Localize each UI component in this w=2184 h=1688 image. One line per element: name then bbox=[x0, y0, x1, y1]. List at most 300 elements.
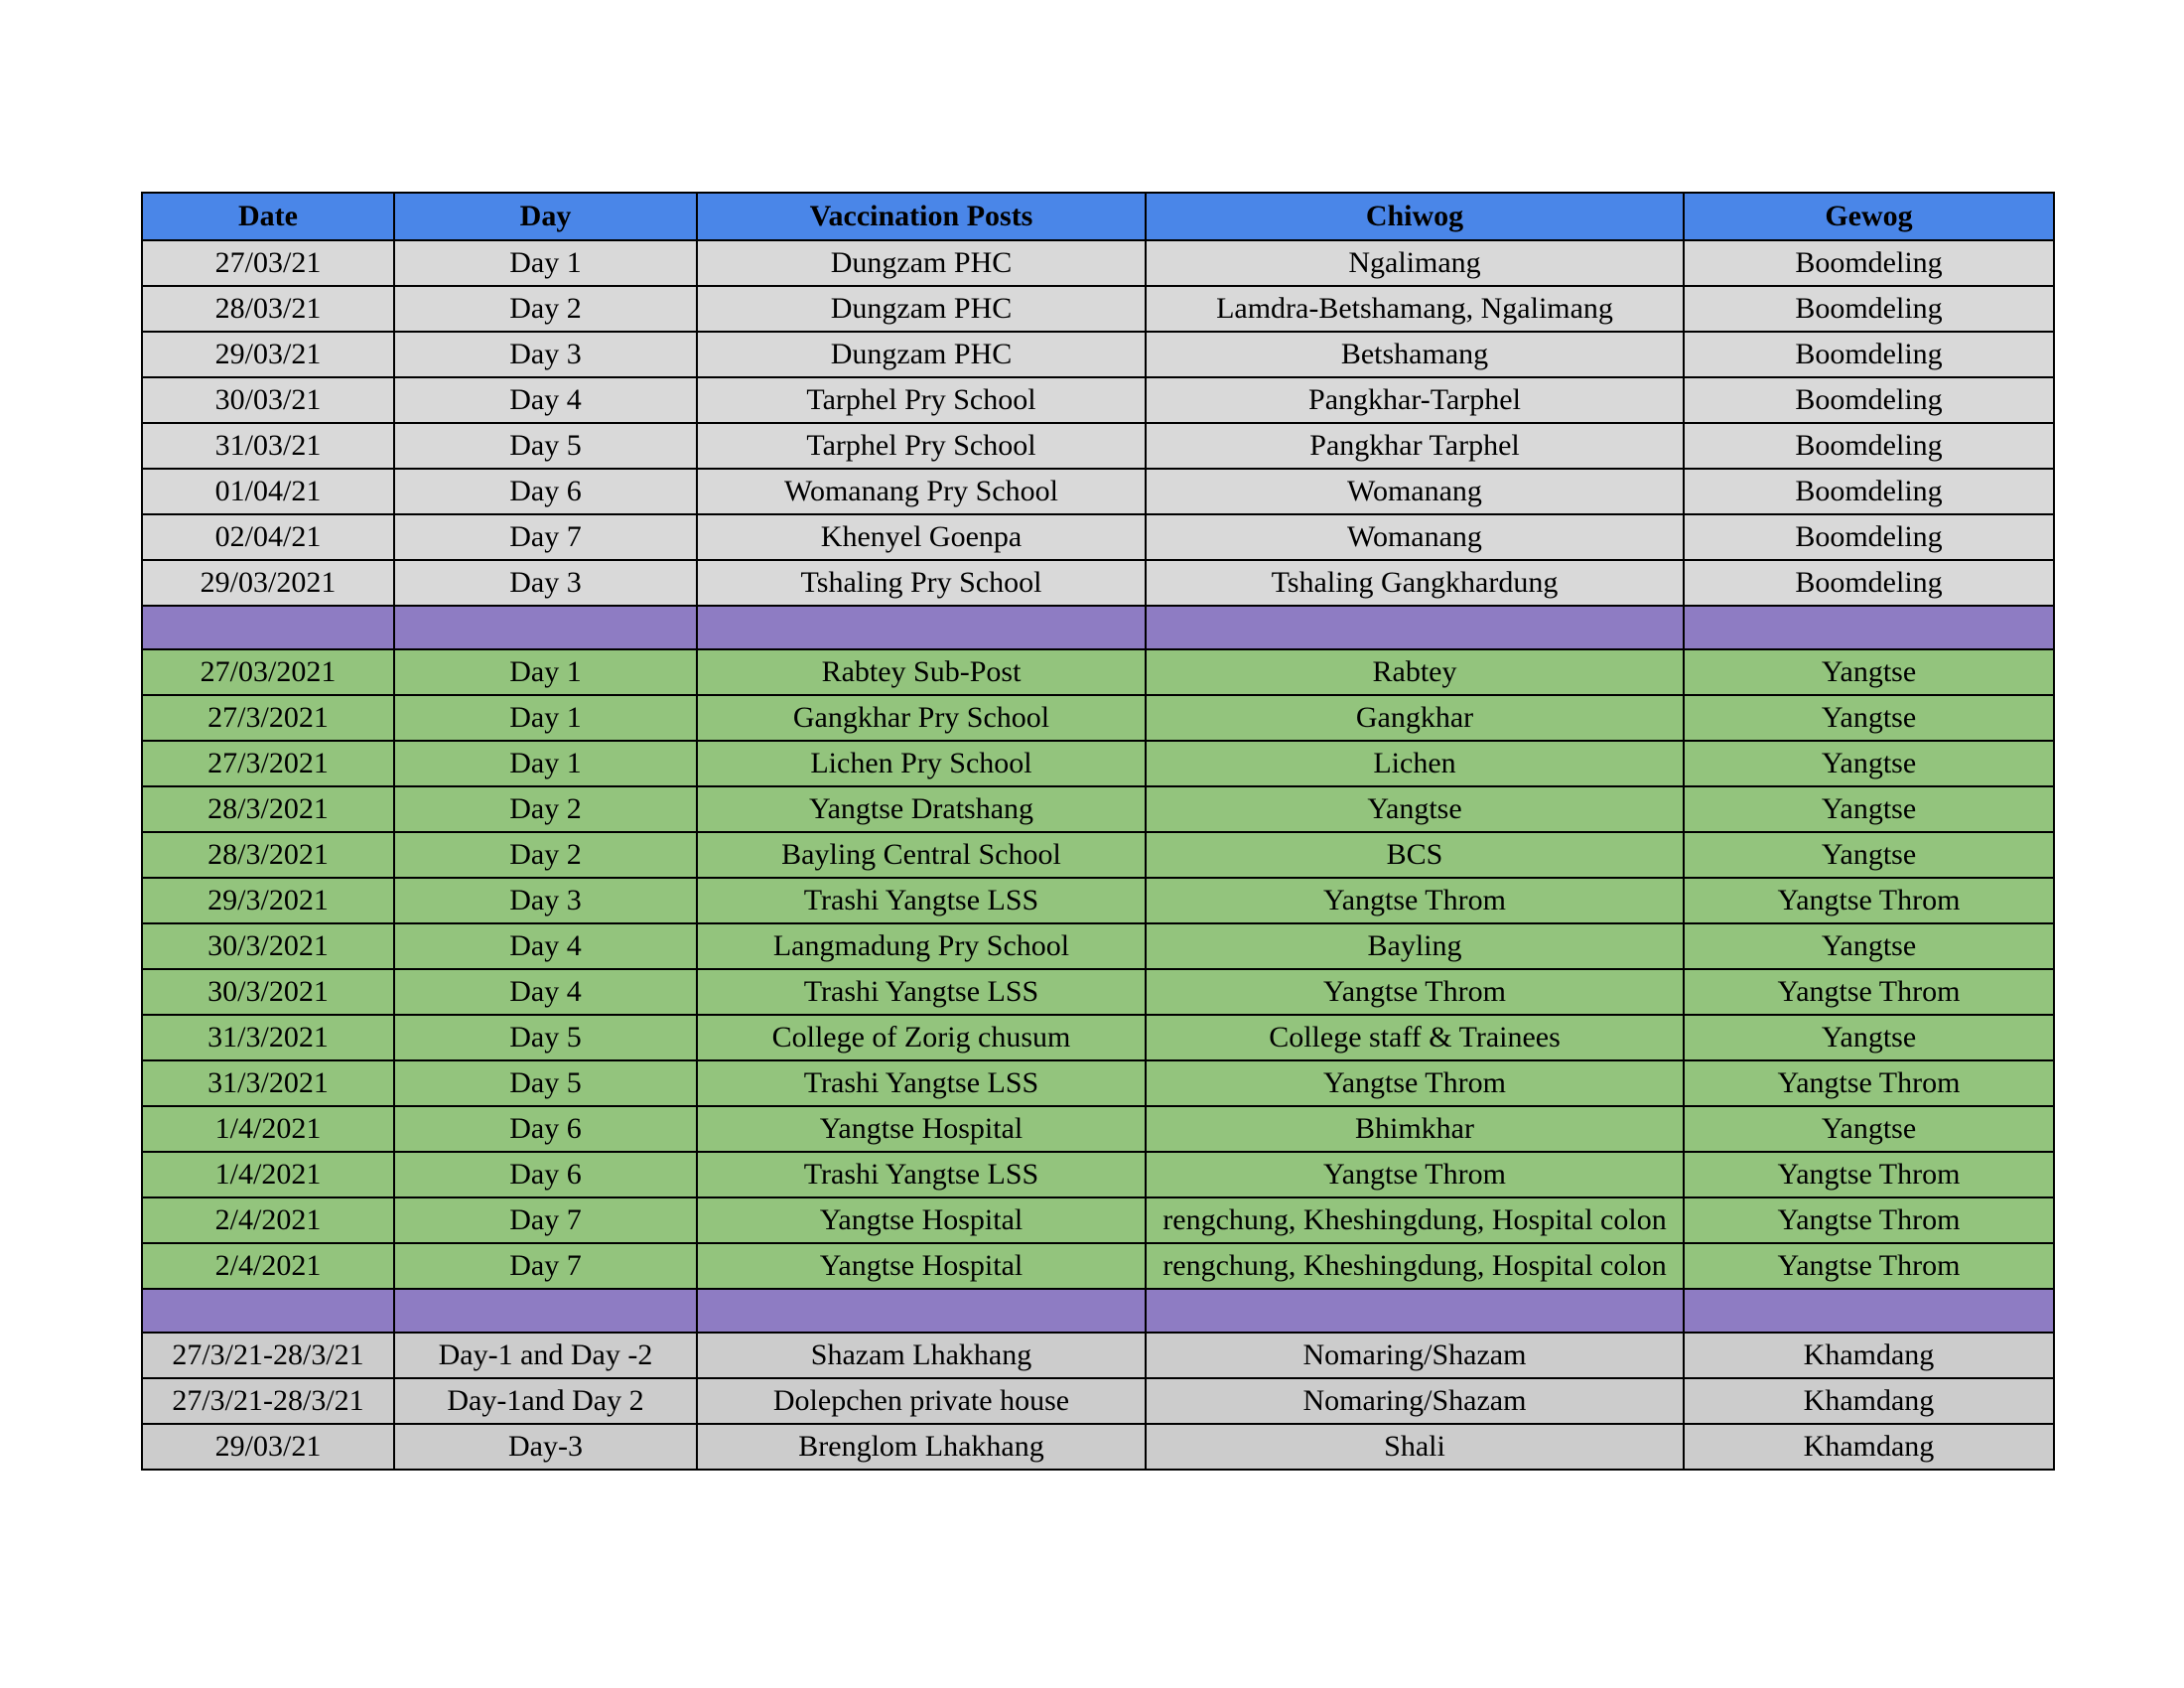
cell-text-wrapper bbox=[143, 287, 393, 331]
cell-text: Day 4 bbox=[509, 975, 582, 1008]
cell-gewog bbox=[1684, 1333, 2054, 1378]
cell-date bbox=[142, 1424, 394, 1470]
cell-text-wrapper bbox=[698, 1425, 1145, 1469]
cell-text: 28/3/2021 bbox=[207, 838, 329, 871]
cell-text: 2/4/2021 bbox=[214, 1203, 322, 1236]
cell-text: Lichen bbox=[1373, 747, 1456, 779]
cell-text-wrapper bbox=[1685, 696, 2053, 740]
cell-text: Yangtse Throm bbox=[1777, 975, 1961, 1008]
cell-text: Tshaling Pry School bbox=[800, 566, 1042, 599]
cell-chiwog bbox=[1146, 1060, 1684, 1106]
cell-text-wrapper bbox=[395, 378, 696, 422]
cell-text-wrapper bbox=[1685, 1425, 2053, 1469]
cell-gewog bbox=[1684, 1378, 2054, 1424]
cell-text-wrapper bbox=[1147, 742, 1683, 785]
cell-vaccination-post bbox=[697, 469, 1146, 514]
cell-text-wrapper bbox=[1147, 924, 1683, 968]
table-row bbox=[142, 1060, 2054, 1106]
cell-vaccination-post bbox=[697, 1152, 1146, 1197]
table-body bbox=[142, 240, 2054, 1470]
separator-cell bbox=[394, 606, 697, 649]
cell-text: Day-1and Day 2 bbox=[447, 1384, 644, 1417]
cell-text: Day 7 bbox=[509, 1249, 582, 1282]
cell-text-wrapper bbox=[1147, 424, 1683, 468]
cell-gewog bbox=[1684, 741, 2054, 786]
cell-vaccination-post bbox=[697, 286, 1146, 332]
cell-text: Boomdeling bbox=[1795, 520, 1943, 553]
cell-text-wrapper bbox=[1147, 1244, 1683, 1288]
separator-cell bbox=[697, 1289, 1146, 1333]
cell-chiwog bbox=[1146, 423, 1684, 469]
cell-text: 27/03/2021 bbox=[200, 655, 337, 688]
cell-text: Yangtse Throm bbox=[1777, 1249, 1961, 1282]
cell-text: Yangtse bbox=[1367, 792, 1462, 825]
cell-text-wrapper bbox=[698, 1107, 1145, 1151]
cell-day bbox=[394, 1378, 697, 1424]
cell-vaccination-post bbox=[697, 741, 1146, 786]
cell-vaccination-post bbox=[697, 423, 1146, 469]
cell-text-wrapper bbox=[1147, 515, 1683, 559]
cell-text: Yangtse Throm bbox=[1777, 1203, 1961, 1236]
cell-text-wrapper bbox=[1685, 1153, 2053, 1196]
cell-text: 27/3/21-28/3/21 bbox=[172, 1338, 364, 1371]
cell-text-wrapper bbox=[1685, 742, 2053, 785]
cell-day bbox=[394, 332, 697, 377]
cell-text: Pangkhar-Tarphel bbox=[1308, 383, 1521, 416]
cell-text-wrapper bbox=[698, 924, 1145, 968]
cell-date bbox=[142, 1152, 394, 1197]
cell-text: Nomaring/Shazam bbox=[1302, 1384, 1527, 1417]
cell-text-wrapper bbox=[698, 787, 1145, 831]
cell-text-wrapper bbox=[143, 424, 393, 468]
table-row bbox=[142, 286, 2054, 332]
cell-text-wrapper bbox=[143, 470, 393, 513]
cell-text-wrapper bbox=[1685, 970, 2053, 1014]
cell-text: Yangtse Throm bbox=[1323, 1066, 1506, 1099]
cell-text: Day 1 bbox=[509, 701, 582, 734]
cell-text: Trashi Yangtse LSS bbox=[803, 1066, 1039, 1099]
cell-text-wrapper bbox=[395, 1016, 696, 1059]
cell-text: Dolepchen private house bbox=[772, 1384, 1070, 1417]
cell-text-wrapper bbox=[1147, 1107, 1683, 1151]
cell-gewog bbox=[1684, 1197, 2054, 1243]
cell-text-wrapper bbox=[395, 424, 696, 468]
cell-text-wrapper bbox=[1147, 378, 1683, 422]
table-row bbox=[142, 969, 2054, 1015]
separator-cell bbox=[1684, 606, 2054, 649]
cell-vaccination-post bbox=[697, 923, 1146, 969]
table-row bbox=[142, 1333, 2054, 1378]
cell-text: Yangtse Hospital bbox=[819, 1112, 1024, 1145]
cell-text-wrapper bbox=[1147, 470, 1683, 513]
cell-text: Yangtse bbox=[1821, 747, 1917, 779]
cell-text: Yangtse Hospital bbox=[819, 1203, 1024, 1236]
cell-text: Day 7 bbox=[509, 1203, 582, 1236]
cell-text: rengchung, Kheshingdung, Hospital colon bbox=[1162, 1203, 1667, 1236]
cell-text-wrapper bbox=[698, 1153, 1145, 1196]
cell-text: Dungzam PHC bbox=[830, 292, 1013, 325]
cell-text-wrapper bbox=[1685, 1016, 2053, 1059]
cell-text: 30/3/2021 bbox=[207, 929, 329, 962]
cell-text: 1/4/2021 bbox=[214, 1158, 322, 1191]
cell-text: Yangtse Throm bbox=[1323, 1158, 1506, 1191]
cell-chiwog bbox=[1146, 649, 1684, 695]
cell-text-wrapper bbox=[1685, 1244, 2053, 1288]
separator-cell bbox=[394, 1289, 697, 1333]
cell-date bbox=[142, 469, 394, 514]
cell-text: 1/4/2021 bbox=[214, 1112, 322, 1145]
cell-chiwog bbox=[1146, 286, 1684, 332]
cell-vaccination-post bbox=[697, 969, 1146, 1015]
cell-text-wrapper bbox=[1147, 1061, 1683, 1105]
header-day: Day bbox=[394, 193, 697, 240]
cell-text-wrapper bbox=[1147, 879, 1683, 922]
cell-date bbox=[142, 1106, 394, 1152]
cell-gewog bbox=[1684, 969, 2054, 1015]
cell-text: Tshaling Gangkhardung bbox=[1271, 566, 1559, 599]
cell-gewog bbox=[1684, 469, 2054, 514]
cell-text-wrapper bbox=[1685, 833, 2053, 877]
cell-gewog bbox=[1684, 923, 2054, 969]
cell-day bbox=[394, 878, 697, 923]
cell-gewog bbox=[1684, 1243, 2054, 1289]
cell-vaccination-post bbox=[697, 514, 1146, 560]
cell-chiwog bbox=[1146, 1378, 1684, 1424]
cell-text-wrapper bbox=[143, 515, 393, 559]
cell-text: Boomdeling bbox=[1795, 429, 1943, 462]
cell-text: Day 1 bbox=[509, 747, 582, 779]
cell-text-wrapper bbox=[143, 650, 393, 694]
cell-text: College of Zorig chusum bbox=[771, 1021, 1071, 1054]
cell-text-wrapper bbox=[1147, 1016, 1683, 1059]
cell-text-wrapper bbox=[1147, 650, 1683, 694]
cell-text-wrapper bbox=[1685, 287, 2053, 331]
cell-vaccination-post bbox=[697, 1106, 1146, 1152]
cell-date bbox=[142, 923, 394, 969]
cell-text-wrapper bbox=[698, 515, 1145, 559]
cell-chiwog bbox=[1146, 1424, 1684, 1470]
cell-chiwog bbox=[1146, 786, 1684, 832]
cell-text: Lichen Pry School bbox=[810, 747, 1032, 779]
vaccination-schedule-table bbox=[141, 192, 2055, 1471]
cell-text: Yangtse bbox=[1821, 701, 1917, 734]
table-row bbox=[142, 514, 2054, 560]
cell-text-wrapper bbox=[143, 1016, 393, 1059]
cell-day bbox=[394, 1197, 697, 1243]
cell-text-wrapper bbox=[143, 1244, 393, 1288]
cell-text: BCS bbox=[1386, 838, 1443, 871]
cell-date bbox=[142, 832, 394, 878]
cell-text-wrapper bbox=[698, 1379, 1145, 1423]
cell-text: Khenyel Goenpa bbox=[820, 520, 1023, 553]
cell-text-wrapper bbox=[143, 742, 393, 785]
cell-vaccination-post bbox=[697, 560, 1146, 606]
cell-text: Yangtse Throm bbox=[1777, 1158, 1961, 1191]
cell-vaccination-post bbox=[697, 786, 1146, 832]
cell-day bbox=[394, 377, 697, 423]
cell-text-wrapper bbox=[395, 287, 696, 331]
cell-text-wrapper bbox=[395, 970, 696, 1014]
cell-gewog bbox=[1684, 1015, 2054, 1060]
cell-text-wrapper bbox=[395, 515, 696, 559]
cell-chiwog bbox=[1146, 1106, 1684, 1152]
cell-chiwog bbox=[1146, 240, 1684, 286]
cell-text: 27/3/21-28/3/21 bbox=[172, 1384, 364, 1417]
cell-text-wrapper bbox=[1685, 470, 2053, 513]
cell-text-wrapper bbox=[1685, 1379, 2053, 1423]
cell-text: Day 4 bbox=[509, 929, 582, 962]
cell-date bbox=[142, 1333, 394, 1378]
header-date: Date bbox=[142, 193, 394, 240]
cell-gewog bbox=[1684, 649, 2054, 695]
cell-text-wrapper bbox=[143, 833, 393, 877]
cell-text: Pangkhar Tarphel bbox=[1309, 429, 1520, 462]
cell-text-wrapper bbox=[1147, 1153, 1683, 1196]
cell-text-wrapper bbox=[1147, 787, 1683, 831]
cell-day bbox=[394, 1424, 697, 1470]
cell-text: Day 3 bbox=[509, 566, 582, 599]
cell-chiwog bbox=[1146, 377, 1684, 423]
cell-text: Yangtse bbox=[1821, 792, 1917, 825]
cell-day bbox=[394, 649, 697, 695]
cell-text-wrapper bbox=[1147, 696, 1683, 740]
cell-text: Gangkhar Pry School bbox=[792, 701, 1050, 734]
cell-text-wrapper bbox=[1147, 1334, 1683, 1377]
cell-day bbox=[394, 786, 697, 832]
cell-day bbox=[394, 1333, 697, 1378]
cell-text-wrapper bbox=[698, 970, 1145, 1014]
cell-chiwog bbox=[1146, 332, 1684, 377]
table-row bbox=[142, 469, 2054, 514]
cell-gewog bbox=[1684, 786, 2054, 832]
separator-cell bbox=[142, 1289, 394, 1333]
cell-chiwog bbox=[1146, 878, 1684, 923]
cell-day bbox=[394, 741, 697, 786]
cell-text: Day 1 bbox=[509, 246, 582, 279]
cell-chiwog bbox=[1146, 514, 1684, 560]
table-row bbox=[142, 332, 2054, 377]
cell-date bbox=[142, 969, 394, 1015]
cell-text: Day 5 bbox=[509, 1066, 582, 1099]
cell-gewog bbox=[1684, 560, 2054, 606]
cell-date bbox=[142, 649, 394, 695]
cell-date bbox=[142, 1243, 394, 1289]
cell-text: Womanang bbox=[1347, 520, 1482, 553]
cell-text: Womanang bbox=[1347, 475, 1482, 507]
table-row bbox=[142, 923, 2054, 969]
cell-gewog bbox=[1684, 286, 2054, 332]
cell-text-wrapper bbox=[1685, 1107, 2053, 1151]
cell-text: Betshamang bbox=[1340, 338, 1489, 370]
cell-text-wrapper bbox=[1685, 1334, 2053, 1377]
cell-text-wrapper bbox=[1685, 787, 2053, 831]
cell-text-wrapper bbox=[395, 1107, 696, 1151]
cell-text-wrapper bbox=[698, 1244, 1145, 1288]
cell-vaccination-post bbox=[697, 878, 1146, 923]
cell-text-wrapper bbox=[395, 241, 696, 285]
cell-text: Brenglom Lhakhang bbox=[798, 1430, 1044, 1463]
cell-text: Day 3 bbox=[509, 884, 582, 916]
cell-text-wrapper bbox=[143, 561, 393, 605]
cell-text-wrapper bbox=[698, 424, 1145, 468]
cell-text: 01/04/21 bbox=[214, 475, 322, 507]
cell-chiwog bbox=[1146, 969, 1684, 1015]
cell-text-wrapper bbox=[698, 241, 1145, 285]
cell-date bbox=[142, 1015, 394, 1060]
cell-text-wrapper bbox=[1147, 333, 1683, 376]
table-row bbox=[142, 1015, 2054, 1060]
cell-chiwog bbox=[1146, 923, 1684, 969]
cell-chiwog bbox=[1146, 560, 1684, 606]
cell-date bbox=[142, 332, 394, 377]
table-row bbox=[142, 1243, 2054, 1289]
cell-text-wrapper bbox=[1147, 970, 1683, 1014]
cell-gewog bbox=[1684, 695, 2054, 741]
cell-text-wrapper bbox=[1685, 1061, 2053, 1105]
cell-gewog bbox=[1684, 332, 2054, 377]
separator-cell bbox=[1684, 1289, 2054, 1333]
cell-text: 27/03/21 bbox=[214, 246, 322, 279]
cell-text-wrapper bbox=[395, 742, 696, 785]
cell-day bbox=[394, 1152, 697, 1197]
cell-text-wrapper bbox=[395, 1061, 696, 1105]
cell-text: 29/03/21 bbox=[214, 338, 322, 370]
table-row bbox=[142, 1424, 2054, 1470]
cell-chiwog bbox=[1146, 832, 1684, 878]
cell-text-wrapper bbox=[395, 833, 696, 877]
table-row bbox=[142, 786, 2054, 832]
cell-text: 31/03/21 bbox=[214, 429, 322, 462]
cell-text-wrapper bbox=[698, 833, 1145, 877]
cell-text-wrapper bbox=[698, 879, 1145, 922]
cell-day bbox=[394, 1243, 697, 1289]
table-row bbox=[142, 423, 2054, 469]
cell-text-wrapper bbox=[698, 561, 1145, 605]
cell-text: Boomdeling bbox=[1795, 338, 1943, 370]
table-row bbox=[142, 1197, 2054, 1243]
cell-text: Bayling Central School bbox=[781, 838, 1061, 871]
cell-day bbox=[394, 695, 697, 741]
cell-text-wrapper bbox=[143, 1334, 393, 1377]
cell-text-wrapper bbox=[395, 1198, 696, 1242]
table-row bbox=[142, 560, 2054, 606]
cell-date bbox=[142, 377, 394, 423]
cell-text-wrapper bbox=[1685, 333, 2053, 376]
cell-text: Day 2 bbox=[509, 792, 582, 825]
cell-text-wrapper bbox=[143, 1425, 393, 1469]
header-vaccination-posts: Vaccination Posts bbox=[697, 193, 1146, 240]
cell-text: Bayling bbox=[1367, 929, 1462, 962]
header-gewog: Gewog bbox=[1684, 193, 2054, 240]
table-row bbox=[142, 1106, 2054, 1152]
cell-text: 28/03/21 bbox=[214, 292, 322, 325]
separator-cell bbox=[697, 606, 1146, 649]
cell-gewog bbox=[1684, 514, 2054, 560]
cell-text-wrapper bbox=[143, 241, 393, 285]
cell-text: 29/3/2021 bbox=[207, 884, 329, 916]
cell-text: 27/3/2021 bbox=[207, 747, 329, 779]
cell-vaccination-post bbox=[697, 1378, 1146, 1424]
group-separator-row bbox=[142, 1289, 2054, 1333]
cell-gewog bbox=[1684, 423, 2054, 469]
cell-text: Day 4 bbox=[509, 383, 582, 416]
cell-vaccination-post bbox=[697, 695, 1146, 741]
cell-text-wrapper bbox=[143, 970, 393, 1014]
cell-text-wrapper bbox=[698, 287, 1145, 331]
table-row bbox=[142, 1152, 2054, 1197]
cell-vaccination-post bbox=[697, 1243, 1146, 1289]
cell-text: 29/03/21 bbox=[214, 1430, 322, 1463]
cell-gewog bbox=[1684, 377, 2054, 423]
cell-text: Shali bbox=[1384, 1430, 1445, 1463]
cell-text: Boomdeling bbox=[1795, 566, 1943, 599]
cell-date bbox=[142, 878, 394, 923]
cell-gewog bbox=[1684, 1060, 2054, 1106]
cell-day bbox=[394, 969, 697, 1015]
cell-date bbox=[142, 741, 394, 786]
cell-text: Khamdang bbox=[1803, 1384, 1935, 1417]
cell-text: Ngalimang bbox=[1348, 246, 1481, 279]
cell-vaccination-post bbox=[697, 1197, 1146, 1243]
cell-text: Khamdang bbox=[1803, 1430, 1935, 1463]
cell-day bbox=[394, 286, 697, 332]
cell-text-wrapper bbox=[143, 924, 393, 968]
cell-text-wrapper bbox=[698, 742, 1145, 785]
cell-text: College staff & Trainees bbox=[1269, 1021, 1561, 1054]
cell-text: Dungzam PHC bbox=[830, 246, 1013, 279]
separator-cell bbox=[1146, 606, 1684, 649]
cell-text: Langmadung Pry School bbox=[772, 929, 1070, 962]
cell-vaccination-post bbox=[697, 1333, 1146, 1378]
cell-text: Shazam Lhakhang bbox=[810, 1338, 1032, 1371]
cell-date bbox=[142, 1060, 394, 1106]
cell-text: Day-1 and Day -2 bbox=[438, 1338, 653, 1371]
cell-text-wrapper bbox=[143, 1379, 393, 1423]
cell-day bbox=[394, 469, 697, 514]
cell-text-wrapper bbox=[395, 879, 696, 922]
cell-text-wrapper bbox=[143, 1107, 393, 1151]
cell-chiwog bbox=[1146, 1197, 1684, 1243]
cell-text: Day 5 bbox=[509, 1021, 582, 1054]
cell-text-wrapper bbox=[395, 1379, 696, 1423]
cell-text-wrapper bbox=[143, 879, 393, 922]
cell-text-wrapper bbox=[1147, 241, 1683, 285]
cell-gewog bbox=[1684, 832, 2054, 878]
cell-text-wrapper bbox=[395, 470, 696, 513]
cell-text: 27/3/2021 bbox=[207, 701, 329, 734]
cell-day bbox=[394, 560, 697, 606]
cell-text: Rabtey bbox=[1372, 655, 1457, 688]
cell-text: Day 1 bbox=[509, 655, 582, 688]
cell-text-wrapper bbox=[698, 470, 1145, 513]
cell-text-wrapper bbox=[395, 1153, 696, 1196]
cell-text-wrapper bbox=[1685, 650, 2053, 694]
cell-text-wrapper bbox=[698, 1016, 1145, 1059]
cell-text-wrapper bbox=[395, 924, 696, 968]
cell-text: Yangtse bbox=[1821, 929, 1917, 962]
cell-text-wrapper bbox=[143, 1061, 393, 1105]
cell-text: Day 3 bbox=[509, 338, 582, 370]
cell-text: Womanang Pry School bbox=[784, 475, 1058, 507]
cell-text-wrapper bbox=[143, 333, 393, 376]
cell-text-wrapper bbox=[698, 1061, 1145, 1105]
cell-text-wrapper bbox=[1685, 561, 2053, 605]
cell-gewog bbox=[1684, 1424, 2054, 1470]
cell-day bbox=[394, 832, 697, 878]
cell-day bbox=[394, 514, 697, 560]
cell-day bbox=[394, 923, 697, 969]
cell-gewog bbox=[1684, 878, 2054, 923]
